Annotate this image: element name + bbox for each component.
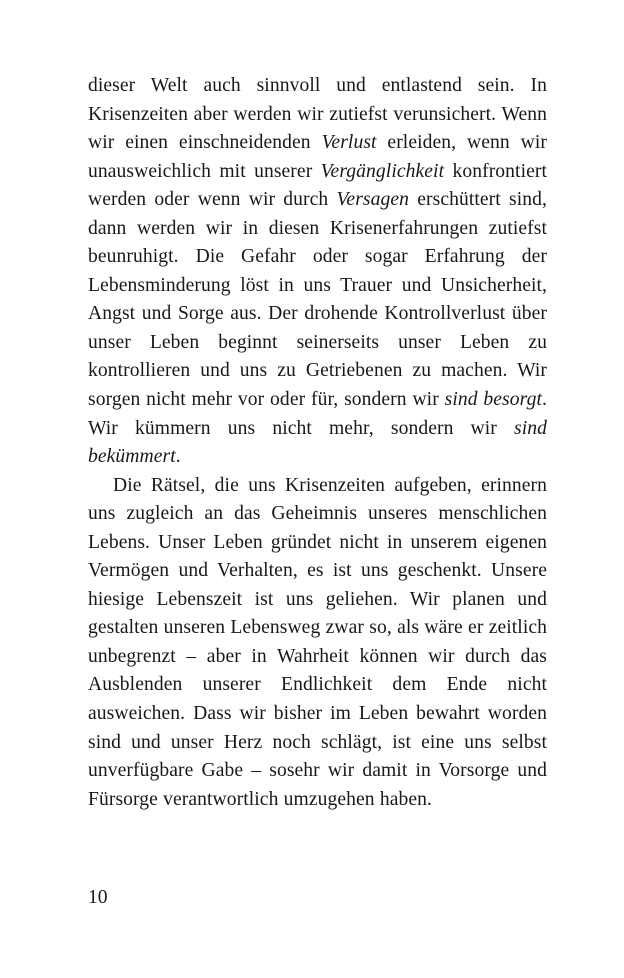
body-text: Die Rätsel, die uns Krisenzeiten aufgeben, erinnern uns zugleich an das Geheimnis unseres menschlichen Lebens. Unser Leben gründet nicht in unserem eigenen Vermögen und Verhalten, es ist uns geschenkt. Unsere hiesige Lebenszeit ist uns geliehen. Wir planen und gestalten unseren Lebensweg zwar so, als wäre er zeitlich unbegrenzt – aber in Wahrheit können wir durch das Ausblenden unserer Endlichkeit dem Ende nicht ausweichen. Dass wir bisher im Leben bewahrt worden sind und unser Herz noch schlägt, ist eine uns selbst unverfügbare Gabe – sosehr wir damit in Vorsorge und Fürsorge verantwortlich umzugehen haben.	[88, 474, 547, 810]
emphasis-text: Versagen	[336, 189, 410, 211]
body-paragraph-2	[88, 472, 547, 815]
emphasis-text: sind besorgt	[444, 389, 543, 411]
body-text: dieser Welt auch sinnvoll und entlastend sein. In Krisenzeiten aber werden wir zutiefst verunsichert. Wenn wir einen einschneidenden	[88, 75, 547, 154]
emphasis-text: Verlust	[321, 132, 377, 154]
body-text: . Wir kümmern uns nicht mehr, sondern wir	[88, 389, 547, 439]
page-number: 10	[88, 887, 108, 908]
body-text: erschüttert sind, dann werden wir in diesen Krisenerfahrungen zutiefst beunruhigt. Die Gefahr oder sogar Erfahrung der Lebensminderung löst in uns Trauer und Unsicherheit, Angst und Sorge aus. Der drohende Kontrollverlust über unser Leben beginnt seinerseits unser Leben zu kontrollieren und uns zu Getriebenen zu machen. Wir sorgen nicht mehr vor oder für, sondern wir	[88, 189, 547, 411]
body-text: erleiden, wenn wir unausweichlich mit unserer	[88, 132, 547, 182]
page-text-block	[88, 72, 547, 814]
emphasis-text: Vergänglichkeit	[320, 160, 445, 182]
body-paragraph-1	[88, 72, 547, 472]
emphasis-text: sind bekümmert	[88, 417, 547, 468]
body-text: konfrontiert werden oder wenn wir durch	[88, 160, 547, 211]
body-text: .	[175, 446, 181, 468]
